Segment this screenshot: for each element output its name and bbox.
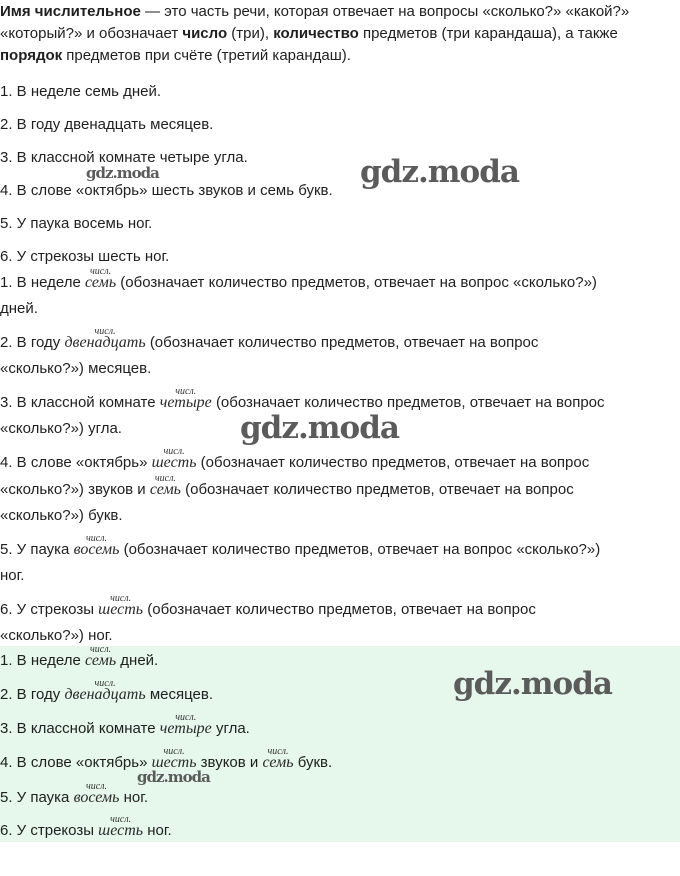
summary-6: 6. У стрекозы числ. шесть ног. (0, 814, 172, 839)
watermark-logo: gdz.moda (240, 410, 399, 446)
numeral-word: числ. двенадцать (64, 326, 146, 351)
numeral-word: числ. семь (149, 473, 181, 498)
numeral-word: числ. восемь (73, 533, 120, 558)
explained-6-cont: «сколько?») ног. (0, 627, 113, 644)
explained-2: 2. В году числ. двенадцать (обозначает количество предметов, отвечает на вопрос (0, 326, 539, 351)
explained-4-cont: «сколько?») звуков и числ. семь (обозначает количество предметов, отвечает на вопрос (0, 473, 574, 498)
summary-5: 5. У паука числ. восемь ног. (0, 781, 149, 806)
definition-paragraph: Имя числительное — это часть речи, которая отвечает на вопросы «сколько?» «какой?» «который?» и обозначает число (три), количество предметов (три карандаша), а также порядок предметов при счёте (третий карандаш). (0, 3, 630, 64)
summary-2: 2. В году числ. двенадцать месяцев. (0, 678, 213, 703)
numeral-word: числ. шесть (98, 593, 144, 618)
explained-1-cont: дней. (0, 300, 38, 317)
watermark-logo: gdz.moda (453, 666, 612, 702)
explained-3-cont: «сколько?») угла. (0, 420, 122, 437)
explained-5: 5. У паука числ. восемь (обозначает количество предметов, отвечает на вопрос «сколько?») (0, 533, 601, 558)
sentence-5: 5. У паука восемь ног. (0, 215, 153, 232)
summary-4: 4. В слове «октябрь» числ. шесть звуков и числ. семь букв. (0, 746, 333, 771)
explained-3: 3. В классной комнате числ. четыре (обозначает количество предметов, отвечает на вопрос (0, 386, 605, 411)
sentence-1: 1. В неделе семь дней. (0, 83, 162, 100)
explained-5-cont: ног. (0, 567, 25, 584)
sentence-4: 4. В слове «октябрь» шесть звуков и семь букв. (0, 182, 333, 199)
numeral-word: числ. четыре (159, 386, 212, 411)
numeral-word: числ. шесть (151, 446, 197, 471)
watermark-logo: gdz.moda (360, 154, 519, 190)
summary-1: 1. В неделе числ. семь дней. (0, 644, 159, 669)
explained-4-end: «сколько?») букв. (0, 507, 123, 524)
explained-4: 4. В слове «октябрь» числ. шесть (обозначает количество предметов, отвечает на вопрос (0, 446, 590, 471)
explained-2-cont: «сколько?») месяцев. (0, 360, 152, 377)
sentence-2: 2. В году двенадцать месяцев. (0, 116, 214, 133)
numeral-word: числ. семь (85, 266, 117, 291)
watermark-logo: gdz.moda (137, 768, 210, 786)
summary-3: 3. В классной комнате числ. четыре угла. (0, 712, 250, 737)
sentence-6: 6. У стрекозы шесть ног. (0, 248, 170, 265)
watermark-logo: gdz.moda (86, 164, 159, 182)
explained-6: 6. У стрекозы числ. шесть (обозначает количество предметов, отвечает на вопрос (0, 593, 536, 618)
sentence-3: 3. В классной комнате четыре угла. (0, 149, 248, 166)
explained-1: 1. В неделе числ. семь (обозначает количество предметов, отвечает на вопрос «сколько?») (0, 266, 597, 291)
term: Имя числительное (0, 3, 141, 20)
